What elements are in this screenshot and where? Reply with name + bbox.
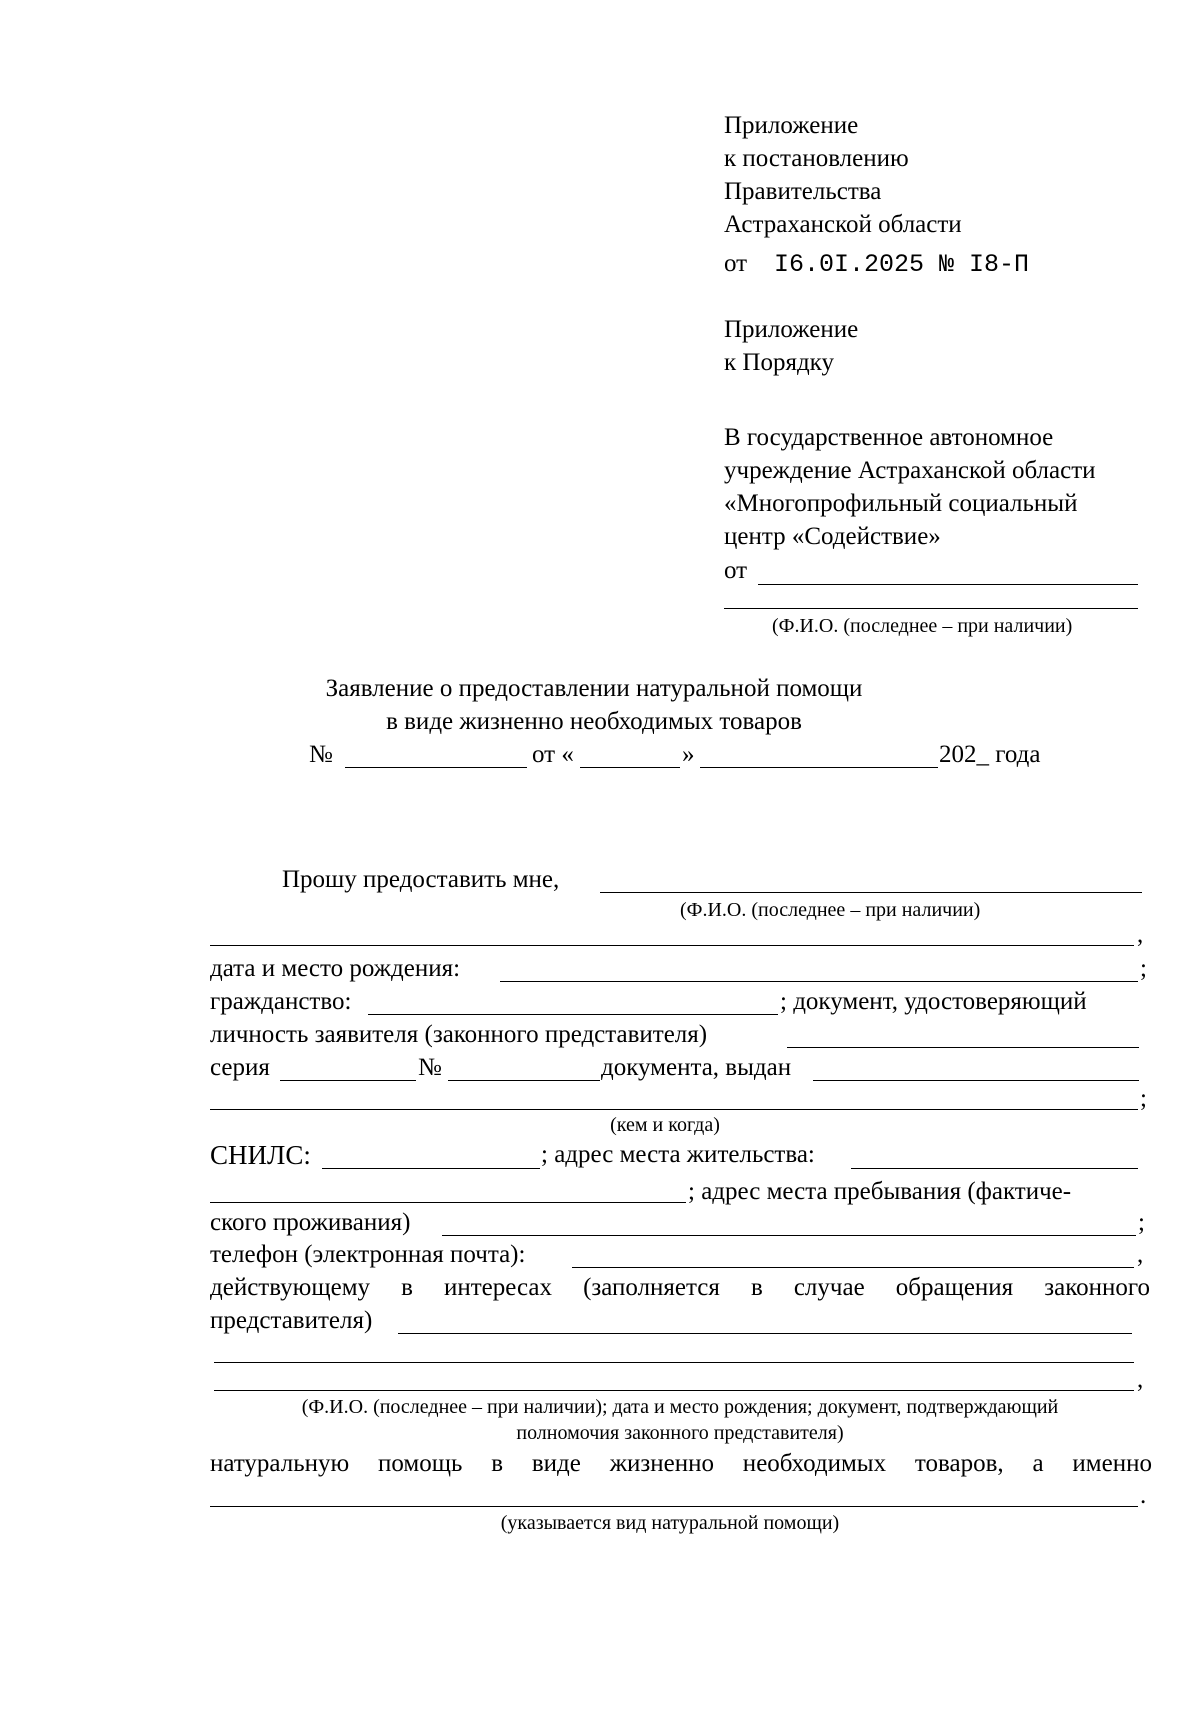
phone-label: телефон (электронная почта): (210, 1241, 526, 1268)
decree-prefix: от (724, 250, 748, 277)
stay-label: ; адрес места пребывания (фактиче- (688, 1178, 1072, 1205)
document-series-field[interactable] (280, 1080, 416, 1081)
acting-label: действующему в интересах (заполняется в случае обращения законного (210, 1274, 1150, 1301)
birth-date-place-field[interactable] (500, 981, 1138, 982)
document-number-field[interactable] (448, 1080, 600, 1081)
series-label: серия (210, 1054, 270, 1081)
decree-date-number: I6.0I.2025 № I8-П (774, 250, 1030, 279)
representative-hint-line1: (Ф.И.О. (последнее – при наличии); дата и место рождения; документ, подтверждающий (301, 1396, 1059, 1418)
snils-field[interactable] (322, 1168, 540, 1169)
number-label: № (309, 741, 333, 768)
comma: , (1137, 1366, 1144, 1393)
fio-hint: (Ф.И.О. (последнее – при наличии) (680, 899, 981, 921)
semicolon: ; (1140, 1085, 1147, 1112)
identity-document-field[interactable] (787, 1047, 1139, 1048)
fio-hint: (Ф.И.О. (последнее – при наличии) (772, 615, 1073, 637)
doc-label: ; документ, удостоверяющий (780, 988, 1087, 1015)
recipient-name-field-continued[interactable] (210, 945, 1134, 946)
year-label: 202_ года (939, 741, 1041, 768)
comma: , (1137, 1241, 1144, 1268)
application-day-field[interactable] (580, 767, 680, 768)
issued-hint: (кем и когда) (610, 1114, 720, 1136)
comma: , (1137, 921, 1144, 948)
aid-type-field[interactable] (210, 1506, 1138, 1507)
representative-hint-line2: полномочия законного представителя) (516, 1422, 844, 1444)
semicolon: ; (1140, 955, 1147, 982)
addressee-line: центр «Содействие» (724, 523, 941, 550)
representative-field-continued-2[interactable] (214, 1390, 1134, 1391)
phone-email-field[interactable] (572, 1267, 1134, 1268)
semicolon: ; (1138, 1209, 1145, 1236)
date-close-quote: » (682, 741, 695, 768)
applicant-name-field-continued[interactable] (724, 608, 1138, 609)
applicant-name-field[interactable] (758, 584, 1138, 585)
residence-address-field[interactable] (851, 1168, 1138, 1169)
application-month-field[interactable] (700, 767, 938, 768)
issued-by-field[interactable] (813, 1080, 1139, 1081)
appendix-line: Правительства (724, 178, 882, 205)
application-number-field[interactable] (345, 767, 527, 768)
addressee-line: учреждение Астраханской области (724, 457, 1096, 484)
doc-number-label: № (418, 1054, 442, 1081)
representative-field-continued[interactable] (214, 1362, 1134, 1363)
appendix-line: к постановлению (724, 145, 909, 172)
appendix-line: к Порядку (724, 349, 834, 376)
request-text: Прошу предоставить мне, (282, 866, 560, 893)
document-title: Заявление о предоставлении натуральной помощи (325, 675, 863, 702)
from-label: от (724, 557, 748, 584)
actual-residence-label: ского проживания) (210, 1209, 411, 1236)
aid-label: натуральную помощь в виде жизненно необходимых товаров, а именно (210, 1450, 1152, 1477)
recipient-name-field[interactable] (600, 892, 1142, 893)
appendix-title: Приложение (724, 112, 859, 139)
residence-label: ; адрес места жительства: (541, 1141, 815, 1168)
period: . (1140, 1482, 1147, 1509)
addressee-line: В государственное автономное (724, 424, 1054, 451)
date-from-label: от « (532, 741, 574, 768)
document-title-line2: в виде жизненно необходимых товаров (386, 708, 802, 735)
representative-field[interactable] (398, 1333, 1132, 1334)
appendix-line: Астраханской области (724, 211, 962, 238)
residence-address-field-continued[interactable] (210, 1202, 686, 1203)
issued-by-field-continued[interactable] (210, 1109, 1138, 1110)
actual-address-field[interactable] (442, 1235, 1136, 1236)
citizenship-label: гражданство: (210, 988, 352, 1015)
snils-label: СНИЛС: (210, 1140, 311, 1170)
appendix-title: Приложение (724, 316, 859, 343)
identity-label: личность заявителя (законного представителя) (210, 1021, 708, 1048)
aid-hint: (указывается вид натуральной помощи) (500, 1512, 840, 1534)
issued-label: документа, выдан (601, 1054, 792, 1081)
representative-label: представителя) (210, 1307, 373, 1334)
citizenship-field[interactable] (368, 1014, 778, 1015)
addressee-line: «Многопрофильный социальный (724, 490, 1078, 517)
birth-label: дата и место рождения: (210, 955, 461, 982)
